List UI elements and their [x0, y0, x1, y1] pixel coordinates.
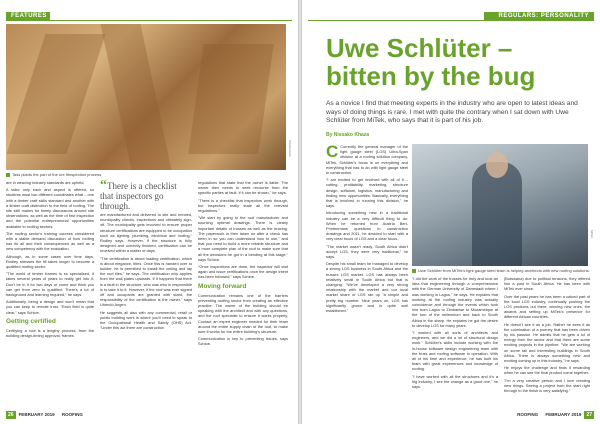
brand-logo: ROOFING	[61, 412, 83, 417]
right-page	[302, 0, 600, 424]
section-label: REGULARS: PERSONALITY PROFILE	[484, 12, 594, 21]
page-number: 27	[586, 412, 592, 418]
article-column-3: regulations that state that the owner is liable. The owner then needs to seek recourse from the specific parties at fault, if it can be shown," he says. "There is a checklist that inspectors work through, but inspectors really state all the relevant regulations." "We start by going to the roof manufacturer and sourcing optimal drawings. There is clearly important details of trusses as well as the bracing. The paperwork is then taken on after a check has been in so you can understand how to use," and that you need to build a more reliable structure and a more complete plan of the roof to make sure that all the decisions he got in a bending at this stage," says Schloe. "Once inspections are done, the inspector will visit again and issue certifications once the design intent has been followed," says Schloe. Moving forward Communication remains one of the barriers preventing roofing sector from creating an effective practice. The owner of the building should be speaking with the architect and with any questions, and the roof specialist to ensure it works properly. Contact an expert engineer needed for their team around the entire supply chain of the roof, to make sure it works for the entire building's structure. Communication is key to preventing issues, says Schloe.	[198, 180, 288, 347]
article-standfirst: As a novice I find that meeting experts in the industry who are open to latest ideas and ways of doing things is rare. I met with quite the contrary when I sat down with Uwe Schlüter from MiTek, who says that it is part of his job.	[326, 100, 578, 125]
article-column-1: C Currently the general manager of the light gauge steel (LGS) Ultra-Span division at a roofing solution company, MiTek, Schlüter's focus is on everything and everything that has to do with light gauge steel in construction. "I am excited to get involved with all of it – cutting, profitability, marketing, structure design, software, logistics, manufacturing and finding new opportunities. Basically, everything that is involved in running this division," he says. Introducing something new in a traditional industry can be a very difficult thing to do. When he returned from Austria Beri-Printenmans questions to construction drawings and 2011, he decided to start with a very clear focus of LGS and a clear focus. "The market wasn't ready. South Africa didn't accept LGS, they were very traditional," he says. Despite his small team he managed to develop a strong LGS business in South Africa and the trusses LGS market. LGS has always been relatively small in South Africa but that is changing. "We've developed a very strong relationship with the market and our local market share of LGS ran up "a simple and pretty big number. Nine years on, LGS has significantly grown and is quite well established."	[326, 142, 408, 314]
caption-marker-icon	[412, 269, 416, 273]
photo-credit: Shutterstock	[288, 140, 292, 157]
article-column-2: are manufactured and delivered to site and erected, municipality checks, inspections and ultimately sign-off. The municipality gets involved to ensure proper structure certifications are equipped to be occupation such as lighting, plumbing, electrical and roofing," Rodley says. However, if the structure is fully designed and correctly finished, certification can be received within a matter of days. "The certification is about loading certification, which is about elegance, titles. Once this is handed over to builder, he is permitted to install the ceiling and lay the roof tiles," he says. The certification only applies from the wall plates upwards. If it happens that there is a fault in the structure, who was who is responsible is to take it to it. However, if the roof was ever signed off and occupants are granted with sized, the responsibility of the certification is the owner," says Uhendo Angen. He suggests all also with any commercial, retail or public building work is where you'll need to speak to the Occupational Health and Safety (OHS) Act. "Under this act there are construction	[100, 212, 192, 331]
roof-truss-photo	[6, 24, 286, 170]
section-rule	[308, 20, 594, 21]
portrait-photo	[412, 144, 588, 266]
photo-caption: Tass plants the part of the ore fitnspection process.	[6, 172, 286, 177]
article-headline: Uwe Schlüter – bitten by the bug	[326, 33, 536, 91]
left-page	[0, 0, 298, 424]
photo-credit: MiTek	[590, 230, 594, 238]
right-footer: ROOFING FEBRUARY 2019 27	[517, 412, 592, 418]
pull-quote: “There is a checklist that inspectors go through.	[100, 178, 177, 211]
article-column-2: "I did the work of the trusses for truly and took an idea that engineering through a comprehensive with the German University of Darmstadt where I was working in Lagos," he says. He explains that working at the roofing industry was actually coincidence and through the events which took him from Lagos to Zimbabwe to Mozambique at the turn of the millennium and back to South Africa in the sharp. He explains he got the desire to develop LGS for many years. "I worked with all sorts of architects and engineers, and we did a lot of structural design work." Schlüter's skills include working with the in-house software design engineering team with the truss and roofing software in operation. With all of his time and experience, he has built his team with great experiences and knowledge of roofing. "I have worked with all the structures and it's a big industry, I see the change as a good one," he says.	[412, 276, 498, 390]
caption-marker-icon	[6, 173, 10, 177]
section-rule	[6, 20, 292, 21]
subhead-getting-certified: Getting certified	[6, 317, 56, 325]
drop-cap: C	[326, 142, 339, 161]
brand-logo: ROOFING	[517, 412, 539, 417]
quote-mark-icon: “	[100, 178, 107, 193]
article-column-3: (Botswana) due to political tensions, they offered him a post in South Africa. He has been with MiTek ever since. Over the past years he has been a valued part of the local LGS industry, continually pushing the LGS products out there, winning new ones, the awards and setting up MiTek's presence for different African countries. He doesn't see it as a job. Rather he sees it as the culmination of a journey that has been driven by his passion. He admits that he gets a lot of energy from the sector and that there are some exciting projects in the pipeline. "We are working on some tall and interesting buildings in South Africa. There is always something new and exciting coming up in this industry," he says. He enjoys the challenge and finds it rewarding when he can see the final product come together. "I'm a very creative person and I love creating new things. Seeing a project from the start right through to the finish is very satisfying."	[504, 276, 590, 394]
photo-caption: Uwe Schlüter from MiTek's light gauge steel team is helping architects with new roofing solutions.	[412, 268, 590, 273]
page-number: 26	[8, 412, 14, 418]
article-column-1: are in weaving industry standards are upheld. A tailor only each and aspect is offered, so students must two different coordinates what – one with a timber craft skills standard and another with a timber craft distinction to the field of roofing. The site skill makes for timely discussions around site observations, as well as the time of first inspection and the potential entrepreneurial opportunities available to roofing sectors. The roofing sector's training courses considered with a stable demand discussion of how roofing has its all and their consequences as well as a new competency with the evaluation. Although, as in some cases over time days, Rodley stresses the fill takes longer to become a qualified roofing sector. "The world of timber frames is so specialised, it takes several years of years to really get into it. Don't be in it for two days or come and think you can get from zero to qualified. There's a lot of background and learning required," he says. Additionally, being a design and won't mean that you can keep to remote trust. "Each field is quite clear," says Schloe. Getting certified Certifying a roof is a lengthy process, from the building design-timing approval, frames	[6, 180, 94, 339]
article-byline: By Nissako Khaza	[326, 132, 370, 138]
section-label: FEATURES	[6, 12, 50, 21]
left-footer: 26 FEBRUARY 2019 ROOFING	[8, 412, 83, 418]
subhead-moving-forward: Moving forward	[198, 282, 247, 290]
